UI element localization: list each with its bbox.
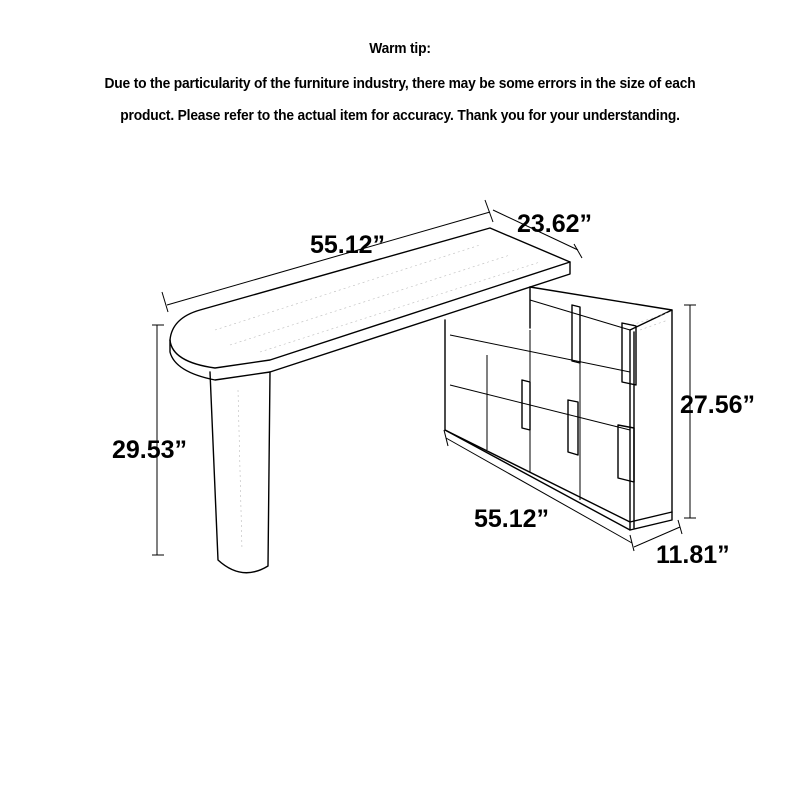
desk-leg — [210, 372, 270, 573]
desk-height-label: 29.53” — [112, 436, 188, 464]
cabinet-height-label: 27.56” — [680, 391, 756, 419]
desk-length-label: 55.12” — [310, 231, 386, 259]
warm-tip-line-2: product. Please refer to the actual item for accuracy. Thank you for your understanding. — [120, 107, 680, 124]
cube-bookshelf — [445, 287, 672, 530]
warm-tip-line-1: Due to the particularity of the furniture industry, there may be some errors in the size of each — [104, 75, 696, 92]
cabinet-length-label: 55.12” — [474, 505, 550, 533]
cabinet-depth-label: 11.81” — [656, 541, 730, 569]
desk-width-label: 23.62” — [517, 210, 593, 238]
warm-tip-title: Warm tip: — [369, 40, 431, 57]
